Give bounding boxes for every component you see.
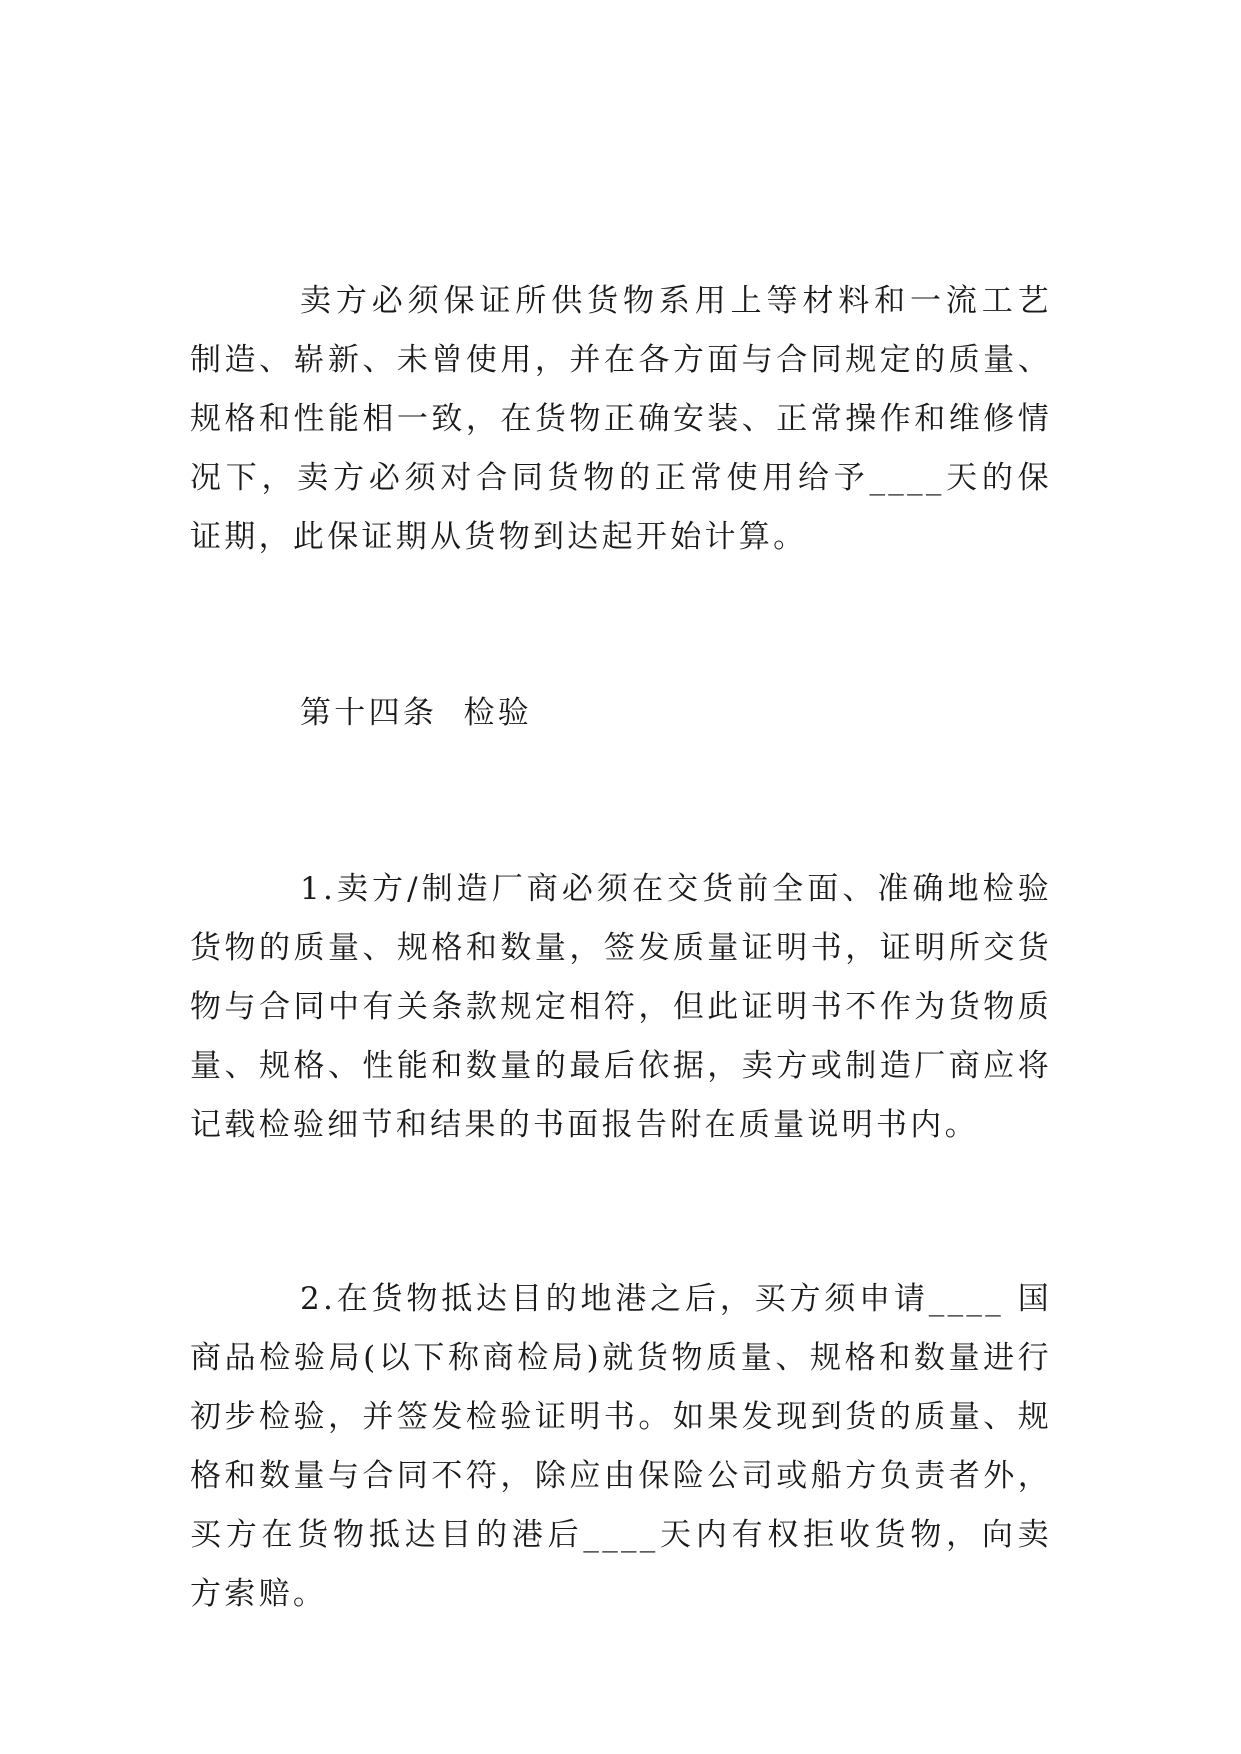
inspection-item-2: 2.在货物抵达目的地港之后，买方须申请____ 国商品检验局(以下称商检局)就货物质量、规格和数量进行初步检验，并签发检验证明书。如果发现到货的质量、规格和数量与合同不符，除应由保险公司或船方负责者外，买方在货物抵达目的港后____天内有权拒收货物，向卖方索赔。 (190, 1281, 1052, 1612)
warranty-paragraph: 卖方必须保证所供货物系用上等材料和一流工艺制造、崭新、未曾使用，并在各方面与合同规定的质量、规格和性能相一致，在货物正确安装、正常操作和维修情况下，卖方必须对合同货物的正常使用给予____天的保证期，此保证期从货物到达起开始计算。 (190, 283, 1052, 555)
article-14-heading: 第十四条 检验 (300, 695, 533, 731)
inspection-item-1: 1.卖方/制造厂商必须在交货前全面、准确地检验货物的质量、规格和数量，签发质量证明书，证明所交货物与合同中有关条款规定相符，但此证明书不作为货物质量、规格、性能和数量的最后依据，卖方或制造厂商应将记载检验细节和结果的书面报告附在质量说明书内。 (190, 871, 1052, 1143)
